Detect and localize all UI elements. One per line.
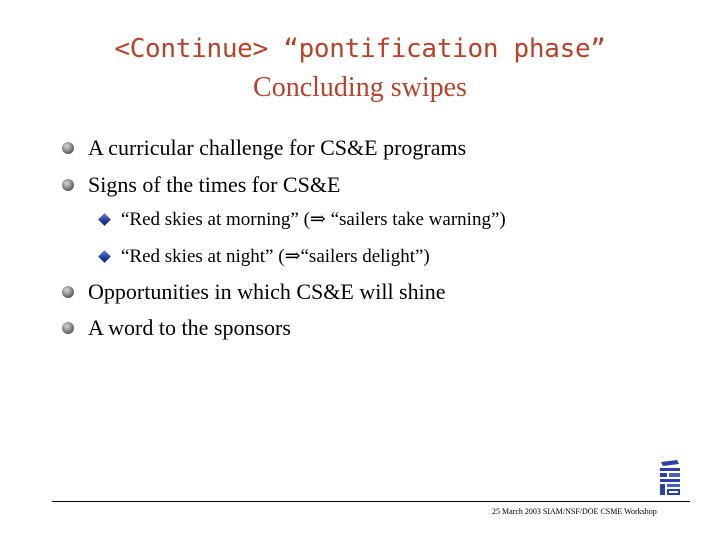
bullet-item: A curricular challenge for CS&E programs [88,135,467,160]
slide-subtitle: Concluding swipes [253,72,467,103]
bullet-item: Signs of the times for CS&E [88,172,341,197]
sub-bullet-item: “Red skies at night” (⇒“sailers delight”) [121,246,430,267]
round-bullet-icon [62,142,74,154]
footer-divider [52,501,690,502]
slide-title: <Continue> “pontification phase” [114,34,606,64]
round-bullet-icon [62,179,74,191]
bullet-item: Opportunities in which CS&E will shine [88,279,446,304]
footer-text: 25 March 2003 SIAM/NSF/DOE CSME Workshop [492,507,657,516]
round-bullet-icon [62,286,74,298]
round-bullet-icon [62,322,74,334]
sub-bullet-item: “Red skies at morning” (⇒ “sailers take warning”) [121,209,506,230]
diamond-bullet-icon [98,250,111,263]
bullet-item: A word to the sponsors [88,315,291,340]
diamond-bullet-icon [98,213,111,226]
workshop-logo-icon [655,458,685,498]
